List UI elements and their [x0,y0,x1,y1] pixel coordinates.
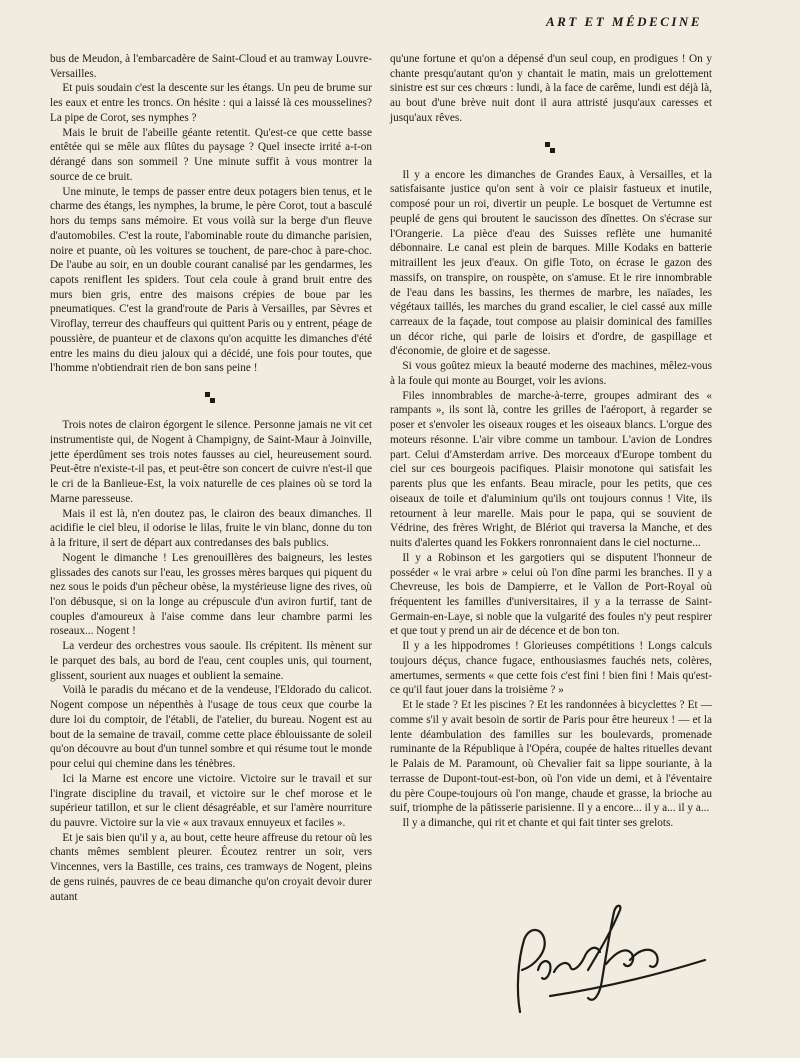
paragraph: Et puis soudain c'est la descente sur les étangs. Un peu de brume sur les eaux et entre les troncs. On hésite : qui a laissé là ces mousselines? La pipe de Corot, ses nymphes ? [50,82,372,124]
separator-dot [205,392,210,397]
paragraph: Il y a Robinson et les gargotiers qui se disputent l'honneur de posséder « le vrai arbre » celui où l'on dîne parmi les branches. Il y a Chevreuse, les bois de Dampierre, et le Vallon de Port-Royal où fréquentent les familles d'universitaires, il y a la terrasse de Saint-Germain-en-Laye, si noble que la vulgarité des foules n'y peut respirer et que tout y prend un air de décence et de bon ton. [390,551,712,638]
paragraph: Il y a les hippodromes ! Glorieuses compétitions ! Longs calculs toujours déçus, chance fugace, enthousiasmes fauchés nets, colères, amertumes, serments « que cette fois c'est fini ! bien fini ! Mais qu'est-ce qu'il faut jouer dans la troisième ? » [390,640,712,697]
paragraph: Ici la Marne est encore une victoire. Victoire sur le travail et sur l'ingrate discipline du travail, et victoire sur le chef morose et le supérieur tatillon, et sur le client désagréable, et sur l'amère nourriture du pauvre. Victoire sur la vie « aux travaux ennuyeux et faciles ». [50,772,372,829]
paragraph: Mais le bruit de l'abeille géante retentit. Qu'est-ce que cette basse entêtée qui se mêle aux flûtes du paysage ? Quel insecte irrité a-t-on dérangé dans son sommeil ? Une minute suffit à vous montrer la source de ce bruit. [50,126,372,183]
paragraph: Nogent le dimanche ! Les grenouillères des baigneurs, les lestes glissades des canots sur l'eau, les grosses mères barques qui piquent du nez sous le poids d'un pêcheur obèse, la mystérieuse ligne des rives, où l'on débusque, si on la longe au crépuscule d'un aviron furtif, tant de couples d'amoureux à l'aise comme dans leur chambre parmi les roseaux... Nogent ! [50,551,372,638]
paragraph: Mais il est là, n'en doutez pas, le clairon des beaux dimanches. Il acidifie le ciel bleu, il odorise le lilas, fruite le vin blanc, donne du ton à la friture, il sert de départ aux contredanses des bals publics. [50,507,372,550]
paragraph: Si vous goûtez mieux la beauté moderne des machines, mêlez-vous à la foule qui monte au Bourget, voir les avions. [390,360,712,387]
paragraph: Il y a encore les dimanches de Grandes Eaux, à Versailles, et la satisfaisante justice qu'on sent à voir ce plaisir fastueux et inutile, composé pour un roi, divertir un peuple. Le bosquet de Vertumne est peuplé de gens qui broutent le saucisson des dînettes. On s'écrase sur l'Orangerie. La pièce d'eau des Suisses reflète une humanité débonnaire. Le canal est plein de barques. Mille Kodaks en batterie mitraillent les jeux d'eaux. On gifle Toto, on écrase le gazon des massifs, on transpire, on rouspète, on s'amuse. Et le rire innombrable de l'eau dans les bassins, les thermes de marbre, les naïades, les végétaux taillés, les marches du grand escalier, le ciel cassé aux mille carreaux de la façade, tout compose au plaisir dominical des familles un décor riche, qui parle de loisirs et d'ordre, de gaspillage et d'économie, de gloire et de sagesse. [390,168,712,358]
paragraph: bus de Meudon, à l'embarcadère de Saint-Cloud et au tramway Louvre-Versailles. [50,53,372,80]
paragraph: Une minute, le temps de passer entre deux potagers bien tenus, et le charme des étangs, les nymphes, la brume, le père Corot, tout a basculé hors du temps sans mémoire. Et vous voilà sur la berge d'un fleuve d'automobiles. C'est la route, l'abominable route du dimanche parisien, noire et puante, où les voitures se touchent, de pare-choc à pare-choc. De l'aube au soir, en un double courant canalisé par les gendarmes, les capots reniflent les spiders. Tout cela coule à grand bruit entre des murs bien gris, entre des maisons crépies de boue par les pneumatiques. C'est la grand'route de Paris à Versailles, par Sèvres et Viroflay, terreur des chauffeurs qui quittent Paris ou y entrent, péage de poussière, de puanteur et de claxons qu'on acquitte les dimanches d'été entre les mains du dieu jaloux qui a décidé, une fois pour toutes, que l'homme n'obtiendrait rien de bon sans peine ! [50,185,372,375]
author-signature [510,900,710,1020]
right-column [390,52,712,831]
paragraph: Et le stade ? Et les piscines ? Et les randonnées à bicyclettes ? Et — comme s'il y avait besoin de sortir de Paris pour être heureux ! — et la lente déambulation des familles sur les boulevards, promenade ruminante de la République à l'Opéra, coupée de haltes rituelles devant le Palais de M. Paramount, où Chevalier fait sa lippe souriante, à la terrasse de Dupont-tout-est-bon, où l'on vide un demi, et à l'éventaire du père Coupe-toujours où l'on mange, chaude et grasse, la brioche au suif, triomphe de la pâtisserie parisienne. Il y a encore... il y a... il y a... [390,699,712,815]
left-column [50,52,372,904]
separator-dot [545,142,550,147]
paragraph: Files innombrables de marche-à-terre, groupes admirant des « rampants », ils sont là, contre les grilles de l'aéroport, à regarder se poser et s'envoler les oiseaux rouges et les oiseaux blancs. L'orgue des moteurs résonne. L'air vibre comme un tambour. L'avion de Londres part. Celui d'Amsterdam arrive. Des morceaux d'Europe tombent du ciel sur ces bourgeois pacifiques. Plaisir monotone qui satisfait les parents plus que les enfants. Beau miracle, pour les petits, que ces oiseaux de toile et d'aluminium qu'ils ont toujours connus ! Vite, ils retournent à leur marelle. Mais pour le papa, qui se souvient de Védrine, des frères Wright, de Blériot qui traversa la Manche, et des nuits d'alertes quand les Fokkers ronronnaient dans le ciel nocturne... [390,389,712,550]
paragraph: La verdeur des orchestres vous saoule. Ils crépitent. Ils mènent sur le parquet des bals, au bord de l'eau, cent couples unis, qui tournent, glissent, sourient aux nuages et oublient la semaine. [50,640,372,682]
paragraph: Voilà le paradis du mécano et de la vendeuse, l'Eldorado du calicot. Nogent compose un népenthès à l'usage de tous ceux que courbe la dure loi du comptoir, de l'établi, de l'atelier, du bureau. Nogent est au bout de la semaine de travail, comme cette place éblouissante de soleil qu'on découvre au bout d'un tunnel sombre et qui résume tout le monde pour celui qui chemine dans les ténèbres. [50,684,372,771]
paragraph: Trois notes de clairon égorgent le silence. Personne jamais ne vit cet instrumentiste qui, de Nogent à Champigny, de Saint-Maur à Joinville, jette éperdûment ses trois notes fausses au ciel, heureusement sourd. Peut-être n'existe-t-il pas, et peut-être son concert de cuivre n'est-il que le cri de la Banlieue-Est, la voix naturelle de ces plaines où se tord la Marne paresseuse. [50,419,372,505]
section-separator [390,132,712,162]
paragraph: qu'une fortune et qu'on a dépensé d'un seul coup, en prodigues ! On y chante presqu'autant qu'on y chantait le matin, mais un grelottement sinistre est sur ces chœurs : lundi, à la face de carême, lundi est déjà là, au bout d'une brève nuit dont il aura attristé jusqu'aux caresses et jusqu'aux rêves. [390,53,712,124]
paragraph: Il y a dimanche, qui rit et chante et qui fait tinter ses grelots. [402,816,674,829]
paragraph: Et je sais bien qu'il y a, au bout, cette heure affreuse du retour où les chants mêmes semblent pleurer. Écoutez rentrer un soir, vers Vincennes, vers la Bastille, ces trains, ces tramways de Nogent, pleins de gens ruinés, pauvres de ce beau dimanche qu'on croyait devoir durer autant [50,831,372,903]
running-header: ART ET MÉDECINE [546,14,702,29]
separator-dot [210,398,215,403]
section-separator [50,382,372,412]
separator-dot [550,148,555,153]
